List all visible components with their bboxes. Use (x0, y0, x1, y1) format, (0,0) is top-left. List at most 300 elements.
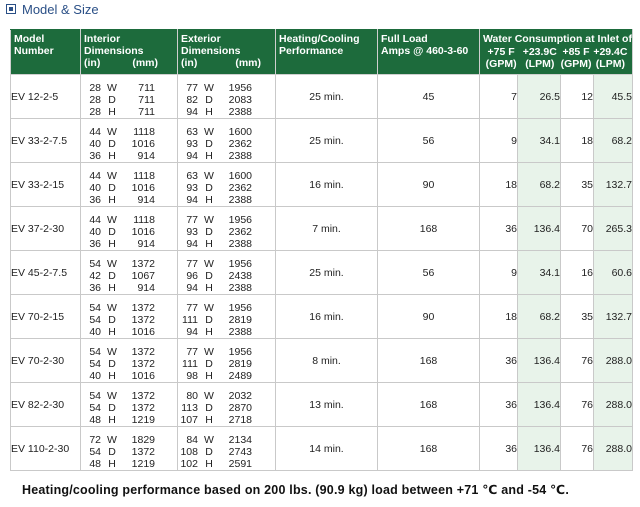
lpm239-cell (518, 251, 561, 295)
performance-cell (276, 427, 378, 471)
interior-mm: 711 (138, 105, 155, 118)
performance-value: 16 min. (309, 178, 344, 191)
exterior-axis: H (205, 369, 213, 382)
gpm85-value: 16 (581, 266, 593, 279)
interior-dim-line (81, 326, 177, 338)
exterior-axis: D (205, 313, 213, 326)
exterior-axis: D (205, 137, 213, 150)
exterior-axis: D (205, 93, 213, 106)
exterior-inches: 113 (181, 401, 198, 414)
interior-inches: 54 (89, 357, 101, 370)
gpm85-cell (561, 295, 594, 339)
interior-inches: 42 (89, 269, 101, 282)
model-cell (11, 383, 81, 427)
performance-value: 13 min. (309, 398, 344, 411)
exterior-axis: H (205, 413, 213, 426)
model-cell (11, 339, 81, 383)
amps-value: 168 (419, 354, 438, 367)
interior-dim-line (81, 258, 177, 270)
exterior-inches: 84 (186, 433, 198, 446)
exterior-axis: W (204, 125, 214, 138)
exterior-axis: D (205, 401, 213, 414)
lpm239-value: 136.4 (533, 354, 560, 367)
exterior-mm: 1956 (228, 257, 252, 270)
interior-dims-cell (81, 427, 178, 471)
performance-cell (276, 207, 378, 251)
header-model-line1: Model (14, 33, 45, 45)
gpm75-cell (480, 427, 518, 471)
section-header (6, 0, 99, 18)
exterior-inches: 93 (186, 181, 198, 194)
interior-inches: 28 (89, 93, 101, 106)
table-row (11, 119, 633, 163)
interior-mm: 914 (137, 237, 155, 250)
interior-inches: 40 (89, 325, 101, 338)
exterior-inches: 93 (186, 137, 198, 150)
interior-dim-line (81, 282, 177, 294)
exterior-dim-line (178, 182, 275, 194)
header-amps-line1: Full Load (381, 33, 428, 45)
interior-inches: 36 (89, 281, 101, 294)
lpm294-cell (594, 251, 633, 295)
interior-inches: 54 (89, 313, 101, 326)
header-interior-line2: Dimensions (84, 45, 144, 57)
exterior-mm: 1956 (228, 301, 252, 314)
exterior-mm: 2489 (228, 369, 252, 382)
lpm239-value: 136.4 (533, 398, 560, 411)
exterior-inches: 98 (186, 369, 198, 382)
exterior-dim-line (178, 214, 275, 226)
interior-inches: 36 (89, 193, 101, 206)
exterior-axis: D (205, 181, 213, 194)
lpm239-value: 34.1 (539, 134, 560, 147)
gpm85-value: 18 (581, 134, 593, 147)
lpm294-value: 288.0 (605, 398, 632, 411)
interior-dims-cell (81, 383, 178, 427)
header-lpm294-line2: (LPM) (595, 58, 625, 70)
lpm294-cell (594, 339, 633, 383)
header-exterior-unit-in: (in) (181, 57, 198, 69)
lpm294-cell (594, 383, 633, 427)
amps-value: 45 (422, 90, 435, 103)
interior-inches: 36 (89, 149, 101, 162)
amps-cell (378, 163, 480, 207)
header-water-title: Water Consumption at Inlet of (483, 33, 632, 45)
amps-value: 56 (422, 134, 435, 147)
interior-axis: W (107, 81, 117, 94)
amps-cell (378, 383, 480, 427)
exterior-dim-line (178, 126, 275, 138)
interior-dims-cell (81, 163, 178, 207)
exterior-axis: W (204, 389, 214, 402)
exterior-axis: H (205, 237, 213, 250)
performance-value: 25 min. (309, 134, 344, 147)
gpm75-value: 9 (511, 266, 517, 279)
interior-mm: 914 (137, 281, 155, 294)
lpm239-cell (518, 75, 561, 119)
interior-dim-line (81, 150, 177, 162)
amps-value: 168 (419, 222, 438, 235)
amps-cell (378, 251, 480, 295)
exterior-mm: 2362 (228, 137, 252, 150)
interior-dim-line (81, 94, 177, 106)
exterior-mm: 2134 (228, 433, 252, 446)
interior-mm: 1372 (131, 401, 155, 414)
interior-dim-line (81, 138, 177, 150)
exterior-inches: 111 (182, 313, 198, 326)
performance-cell (276, 383, 378, 427)
header-exterior (178, 30, 276, 75)
gpm75-cell (480, 295, 518, 339)
exterior-dim-line (178, 358, 275, 370)
interior-dims-cell (81, 251, 178, 295)
exterior-mm: 1956 (228, 213, 252, 226)
interior-axis: H (108, 149, 116, 162)
interior-dim-line (81, 214, 177, 226)
exterior-inches: 77 (186, 81, 198, 94)
interior-dims-cell (81, 295, 178, 339)
exterior-axis: H (205, 149, 213, 162)
header-lpm294-line1: +29.4C (593, 46, 628, 58)
exterior-dims-cell (178, 383, 276, 427)
exterior-dim-line (178, 346, 275, 358)
header-exterior-line2: Dimensions (181, 45, 241, 57)
interior-dims-cell (81, 75, 178, 119)
interior-axis: D (108, 269, 116, 282)
exterior-mm: 2362 (228, 181, 252, 194)
exterior-axis: D (205, 269, 213, 282)
exterior-dims-cell (178, 295, 276, 339)
gpm75-value: 7 (511, 90, 517, 103)
exterior-axis: W (204, 213, 214, 226)
exterior-inches: 93 (186, 225, 198, 238)
lpm239-cell (518, 339, 561, 383)
interior-axis: W (107, 213, 117, 226)
exterior-mm: 2819 (228, 313, 252, 326)
gpm85-cell (561, 163, 594, 207)
interior-inches: 72 (89, 433, 101, 446)
table-row (11, 295, 633, 339)
interior-mm: 1219 (131, 413, 155, 426)
model-number: EV 37-2-30 (11, 222, 65, 235)
interior-dims-cell (81, 119, 178, 163)
gpm75-cell (480, 119, 518, 163)
interior-mm: 1118 (133, 125, 155, 138)
interior-dim-line (81, 238, 177, 250)
interior-inches: 54 (89, 401, 101, 414)
interior-dim-line (81, 302, 177, 314)
interior-inches: 36 (89, 237, 101, 250)
gpm85-value: 70 (581, 222, 593, 235)
lpm294-cell (594, 75, 633, 119)
model-cell (11, 427, 81, 471)
header-interior-unit-mm: (mm) (132, 57, 158, 69)
table-body (11, 75, 633, 471)
amps-cell (378, 75, 480, 119)
header-interior (81, 30, 178, 75)
exterior-dims-cell (178, 207, 276, 251)
interior-axis: H (108, 237, 116, 250)
exterior-inches: 94 (186, 281, 198, 294)
interior-inches: 28 (89, 81, 101, 94)
interior-axis: D (108, 181, 116, 194)
lpm294-value: 45.5 (611, 90, 632, 103)
header-gpm85-line1: +85 F (562, 46, 590, 58)
model-number: EV 70-2-30 (11, 354, 65, 367)
exterior-mm: 2362 (228, 225, 252, 238)
lpm294-cell (594, 163, 633, 207)
exterior-mm: 1956 (228, 81, 252, 94)
gpm75-value: 36 (505, 354, 517, 367)
interior-mm: 1118 (133, 213, 155, 226)
header-model (11, 30, 81, 75)
exterior-dim-line (178, 226, 275, 238)
exterior-mm: 2388 (228, 237, 252, 250)
gpm75-cell (480, 339, 518, 383)
header-amps (378, 30, 480, 75)
gpm85-cell (561, 383, 594, 427)
interior-axis: W (107, 169, 117, 182)
lpm294-cell (594, 427, 633, 471)
exterior-inches: 94 (186, 237, 198, 250)
amps-value: 90 (422, 178, 435, 191)
interior-axis: D (108, 137, 116, 150)
lpm294-value: 60.6 (611, 266, 632, 279)
exterior-inches: 63 (186, 169, 198, 182)
gpm75-value: 18 (505, 178, 517, 191)
interior-dim-line (81, 358, 177, 370)
exterior-axis: D (205, 445, 213, 458)
exterior-inches: 77 (186, 345, 198, 358)
performance-value: 8 min. (312, 354, 341, 367)
header-gpm75-line1: +75 F (487, 46, 515, 58)
amps-value: 168 (419, 442, 438, 455)
exterior-dim-line (178, 390, 275, 402)
model-number: EV 110-2-30 (11, 442, 70, 455)
model-number: EV 82-2-30 (11, 398, 65, 411)
gpm75-cell (480, 75, 518, 119)
gpm85-cell (561, 251, 594, 295)
table-row (11, 383, 633, 427)
exterior-inches: 94 (186, 149, 198, 162)
exterior-axis: H (205, 193, 213, 206)
lpm294-value: 132.7 (605, 310, 632, 323)
performance-cell (276, 119, 378, 163)
gpm85-value: 35 (581, 178, 593, 191)
interior-inches: 54 (89, 445, 101, 458)
gpm75-value: 36 (505, 398, 517, 411)
model-number: EV 12-2-5 (11, 90, 59, 103)
exterior-axis: D (205, 357, 213, 370)
model-cell (11, 75, 81, 119)
exterior-dims-cell (178, 427, 276, 471)
model-number: EV 33-2-15 (11, 178, 65, 191)
exterior-dim-line (178, 106, 275, 118)
header-amps-line2: Amps @ 460-3-60 (381, 45, 469, 57)
lpm294-value: 68.2 (611, 134, 632, 147)
interior-dim-line (81, 346, 177, 358)
model-size-table (10, 29, 633, 471)
interior-mm: 1016 (131, 325, 155, 338)
lpm239-cell (518, 383, 561, 427)
exterior-inches: 94 (186, 193, 198, 206)
interior-dim-line (81, 390, 177, 402)
interior-mm: 914 (137, 149, 155, 162)
exterior-axis: H (205, 325, 213, 338)
interior-mm: 711 (138, 81, 155, 94)
exterior-axis: W (204, 257, 214, 270)
exterior-dim-line (178, 326, 275, 338)
model-cell (11, 119, 81, 163)
interior-dim-line (81, 182, 177, 194)
exterior-inches: 77 (186, 301, 198, 314)
lpm239-cell (518, 163, 561, 207)
lpm239-value: 68.2 (539, 310, 560, 323)
gpm85-cell (561, 427, 594, 471)
interior-mm: 1829 (131, 433, 155, 446)
exterior-dim-line (178, 194, 275, 206)
interior-inches: 44 (89, 125, 101, 138)
exterior-dims-cell (178, 163, 276, 207)
footnote: Heating/cooling performance based on 200 lbs. (90.9 kg) load between +71 ℃ and -54 ℃. (22, 483, 570, 497)
interior-mm: 914 (137, 193, 155, 206)
amps-value: 168 (419, 398, 438, 411)
interior-inches: 48 (89, 413, 101, 426)
section-title: Model & Size (22, 1, 99, 17)
gpm75-value: 36 (505, 442, 517, 455)
header-heating-line1: Heating/Cooling (279, 33, 360, 45)
exterior-inches: 107 (180, 413, 198, 426)
interior-axis: H (108, 325, 116, 338)
exterior-inches: 108 (180, 445, 198, 458)
interior-mm: 1118 (133, 169, 155, 182)
performance-cell (276, 251, 378, 295)
header-heating (276, 30, 378, 75)
table-row (11, 427, 633, 471)
exterior-axis: W (204, 81, 214, 94)
header-lpm239-line1: +23.9C (522, 46, 557, 58)
interior-mm: 1372 (131, 313, 155, 326)
interior-mm: 1016 (131, 225, 155, 238)
interior-inches: 54 (89, 345, 101, 358)
exterior-dims-cell (178, 251, 276, 295)
table-row (11, 207, 633, 251)
amps-cell (378, 427, 480, 471)
exterior-axis: D (205, 225, 213, 238)
interior-axis: W (107, 125, 117, 138)
exterior-inches: 102 (180, 457, 198, 470)
exterior-inches: 77 (186, 213, 198, 226)
exterior-axis: H (205, 105, 213, 118)
interior-axis: H (108, 413, 116, 426)
exterior-dim-line (178, 370, 275, 382)
exterior-inches: 77 (186, 257, 198, 270)
exterior-mm: 2388 (228, 325, 252, 338)
exterior-mm: 2718 (228, 413, 252, 426)
exterior-inches: 80 (186, 389, 198, 402)
interior-inches: 40 (89, 137, 101, 150)
interior-dim-line (81, 270, 177, 282)
exterior-mm: 2388 (228, 105, 252, 118)
interior-mm: 1016 (131, 137, 155, 150)
performance-value: 25 min. (309, 90, 344, 103)
exterior-mm: 2032 (228, 389, 252, 402)
exterior-dim-line (178, 82, 275, 94)
interior-mm: 1372 (131, 357, 155, 370)
interior-dim-line (81, 434, 177, 446)
interior-inches: 40 (89, 369, 101, 382)
lpm294-cell (594, 119, 633, 163)
performance-value: 7 min. (312, 222, 341, 235)
amps-cell (378, 339, 480, 383)
interior-inches: 54 (89, 389, 101, 402)
gpm75-value: 9 (511, 134, 517, 147)
interior-mm: 1219 (131, 457, 155, 470)
gpm85-cell (561, 339, 594, 383)
interior-axis: D (108, 93, 116, 106)
interior-dim-line (81, 314, 177, 326)
exterior-dim-line (178, 402, 275, 414)
interior-mm: 1016 (131, 369, 155, 382)
interior-inches: 54 (89, 301, 101, 314)
exterior-axis: W (204, 345, 214, 358)
interior-dim-line (81, 126, 177, 138)
model-number: EV 45-2-7.5 (11, 266, 68, 279)
interior-dims-cell (81, 207, 178, 251)
exterior-mm: 2743 (228, 445, 252, 458)
interior-axis: H (108, 105, 116, 118)
header-interior-unit-in: (in) (84, 57, 101, 69)
gpm85-cell (561, 75, 594, 119)
exterior-mm: 1600 (228, 125, 252, 138)
gpm75-cell (480, 383, 518, 427)
interior-axis: W (107, 389, 117, 402)
header-interior-line1: Interior (84, 33, 121, 45)
amps-value: 56 (422, 266, 435, 279)
exterior-dim-line (178, 282, 275, 294)
exterior-dim-line (178, 446, 275, 458)
exterior-mm: 2388 (228, 281, 252, 294)
exterior-dims-cell (178, 75, 276, 119)
header-gpm85-line2: (GPM) (560, 58, 592, 70)
exterior-dims-cell (178, 339, 276, 383)
lpm239-cell (518, 207, 561, 251)
exterior-dim-line (178, 434, 275, 446)
interior-mm: 1372 (131, 301, 155, 314)
header-gpm75-line2: (GPM) (485, 58, 517, 70)
gpm75-value: 36 (505, 222, 517, 235)
table-row (11, 251, 633, 295)
exterior-axis: H (205, 281, 213, 294)
performance-value: 25 min. (309, 266, 344, 279)
exterior-dim-line (178, 94, 275, 106)
lpm239-cell (518, 295, 561, 339)
gpm85-cell (561, 119, 594, 163)
performance-cell (276, 163, 378, 207)
interior-dim-line (81, 82, 177, 94)
interior-mm: 1016 (131, 181, 155, 194)
header-heating-line2: Performance (279, 45, 344, 57)
exterior-inches: 96 (186, 269, 198, 282)
interior-inches: 44 (89, 169, 101, 182)
exterior-dim-line (178, 138, 275, 150)
lpm239-value: 68.2 (539, 178, 560, 191)
interior-dim-line (81, 106, 177, 118)
exterior-axis: W (204, 301, 214, 314)
gpm85-value: 76 (581, 354, 593, 367)
exterior-mm: 2388 (228, 149, 252, 162)
interior-mm: 1372 (131, 389, 155, 402)
